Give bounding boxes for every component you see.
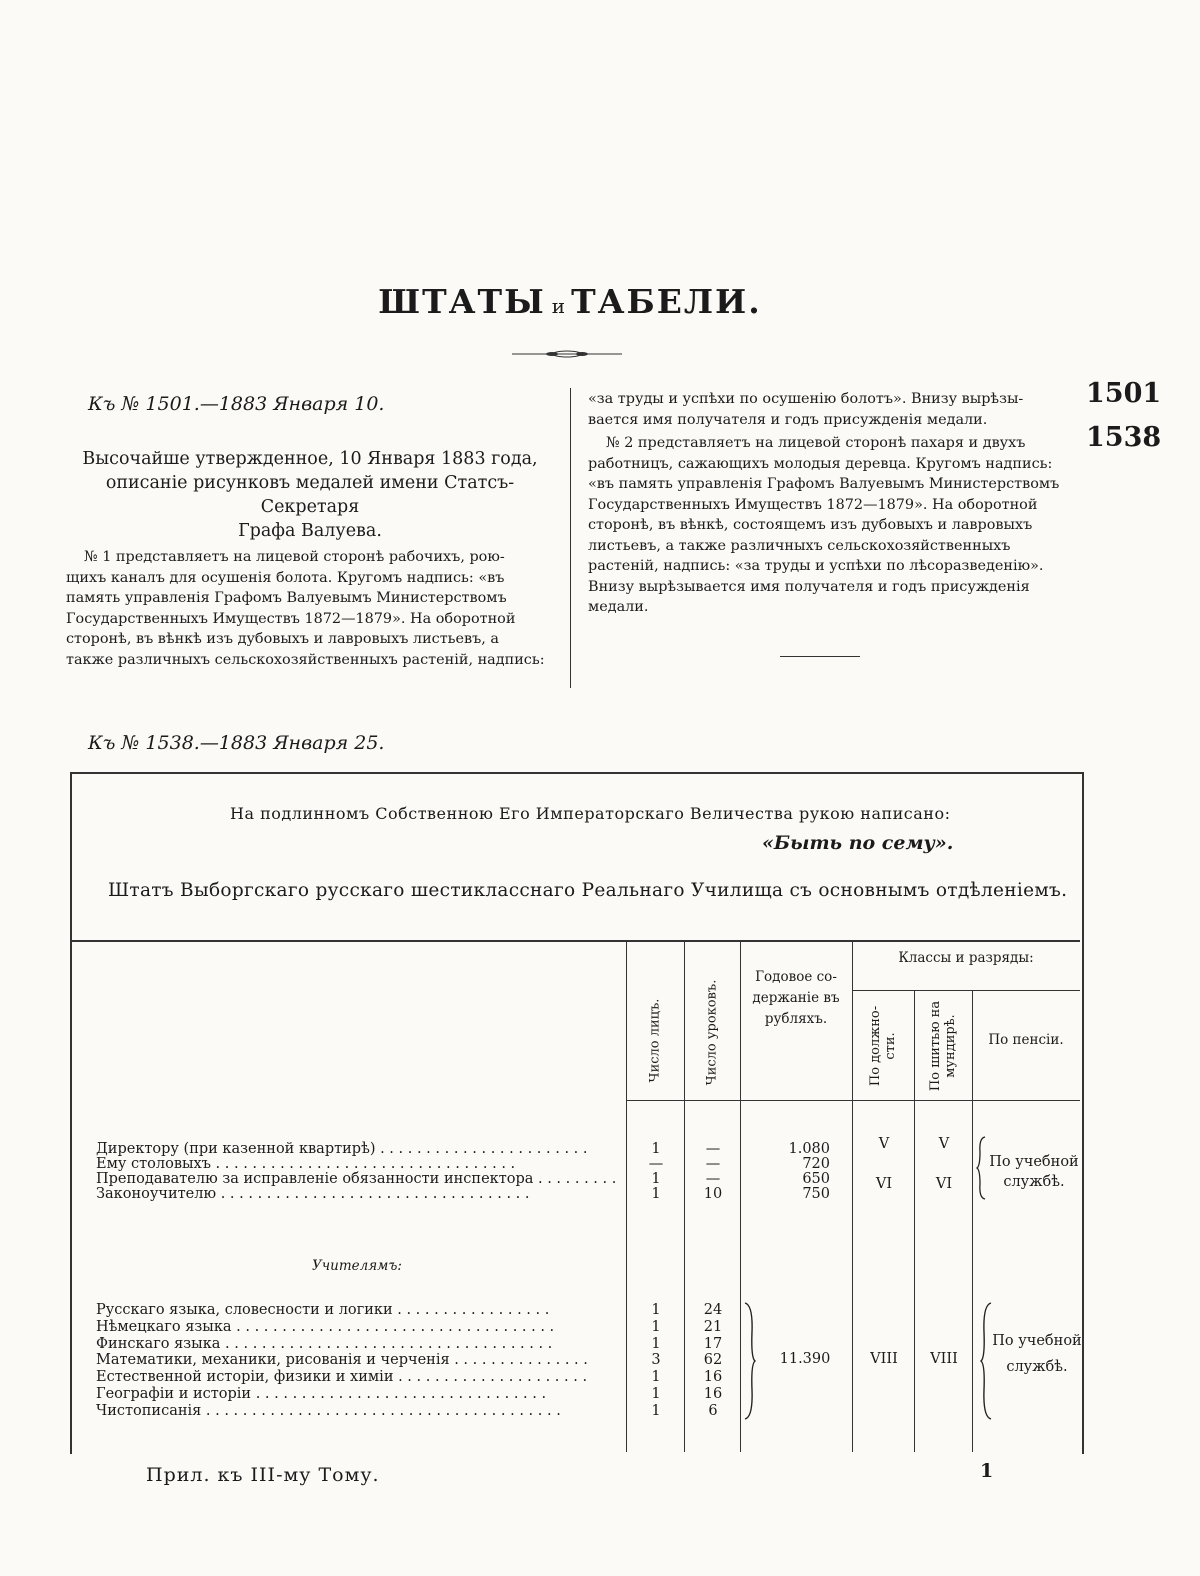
- imperial-resolution: «Быть по сему».: [762, 832, 954, 854]
- page-title: ШТАТЫ и ТАБЕЛИ.: [378, 282, 762, 321]
- col-rule: [684, 940, 685, 1452]
- group2-lessons: 24 21 17 62 16 16 6: [703, 1302, 723, 1419]
- table-row-label: Естественной исторіи, физики и химіи . . . . . . . . . . . . . . . . . . . . .: [96, 1369, 588, 1386]
- table-row-label: Преподавателю за исправленіе обязанности инспектора . . . . . . . . .: [96, 1171, 617, 1187]
- table-row-label: Законоучителю . . . . . . . . . . . . . . . . . . . . . . . . . . . . . . . . . .: [96, 1186, 530, 1202]
- table-row-label: Ему столовыхъ . . . . . . . . . . . . . . . . . . . . . . . . . . . . . . . . .: [96, 1156, 516, 1172]
- header-lessons: Число уроковъ.: [704, 979, 720, 1086]
- group2-uniform: VIII: [930, 1351, 958, 1367]
- margin-number: 1538: [1086, 422, 1162, 453]
- group1-uniform: V VI: [935, 1136, 953, 1192]
- header-classes: Классы и разряды:: [898, 950, 1034, 966]
- table-row-label: Нѣмецкаго языка . . . . . . . . . . . . . . . . . . . . . . . . . . . . . . . . . . .: [96, 1318, 555, 1335]
- medal-1-description-cont: «за труды и успѣхи по осушенію болотъ». Внизу вырѣзы- вается имя получателя и годъ присужденія медали.: [588, 391, 1024, 428]
- margin-number: 1501: [1086, 378, 1162, 409]
- group1-salary: 1.080 720 650 750: [788, 1141, 830, 1202]
- decree-reference: Къ № 1538.—1883 Января 25.: [88, 732, 385, 754]
- table-row-label: Географіи и исторіи . . . . . . . . . . . . . . . . . . . . . . . . . . . . . . . .: [96, 1385, 547, 1402]
- group1-lessons: — — — 10: [703, 1141, 723, 1202]
- group2-labels: [96, 1302, 616, 1420]
- footer-volume: Прил. къ III-му Тому.: [146, 1464, 380, 1486]
- col-rule: [626, 940, 627, 1452]
- staff-title: Штатъ Выборгскаго русскаго шестикласснаго Реальнаго Училища съ основнымъ отдѣленіемъ.: [108, 880, 1068, 901]
- decree-heading: Высочайше утвержденное, 10 Января 1883 года, описаніе рисунковъ медалей имени Статсъ-Секретаря Графа Валуева.: [82, 449, 538, 541]
- header-bottom-rule: [626, 1100, 1080, 1101]
- table-row-label: Русскаго языка, словесности и логики . . . . . . . . . . . . . . . . .: [96, 1302, 550, 1318]
- table-row-label: Математики, механики, рисованія и черченія . . . . . . . . . . . . . . .: [96, 1352, 588, 1369]
- teachers-heading: Учителямъ:: [312, 1258, 402, 1274]
- section-divider: [780, 656, 860, 657]
- col-rule: [852, 940, 853, 1452]
- group2-position: VIII: [870, 1351, 898, 1367]
- medal-1-description: № 1 представляетъ на лицевой сторонѣ рабочихъ, рою- щихъ каналъ для осушенія болота. Кругомъ надпись: «въ память управленія Графомъ Валуевымъ Министерствомъ Государственныхъ Имуществъ 1872—1879». На оборотной сторонѣ, въ вѣнкѣ изъ дубовыхъ и лавровыхъ листьевъ, а также различныхъ сельскохозяйственныхъ растеній, надпись:: [66, 549, 545, 668]
- group1-pension: По учебной службѣ.: [989, 1154, 1079, 1190]
- group2-persons: 1 1 1 3 1 1 1: [651, 1302, 661, 1419]
- group2-pension: По учебной службѣ.: [992, 1333, 1082, 1375]
- header-salary: Годовое со- держаніе въ рубляхъ.: [752, 969, 840, 1027]
- page-number: 1: [980, 1460, 995, 1482]
- imperial-inscription: На подлинномъ Собственною Его Императорскаго Величества рукою написано:: [230, 804, 951, 823]
- table-row-label: Директору (при казенной квартирѣ) . . . . . . . . . . . . . . . . . . . . . . .: [96, 1141, 588, 1157]
- col-rule: [740, 940, 741, 1452]
- ornament-divider: [512, 350, 622, 358]
- header-persons: Число лицъ.: [647, 998, 663, 1083]
- column-divider: [570, 388, 571, 688]
- brace-icon: [976, 1136, 986, 1200]
- col-rule: [972, 990, 973, 1452]
- header-by-pension: По пенсіи.: [988, 1032, 1064, 1048]
- table-row-label: Финскаго языка . . . . . . . . . . . . . . . . . . . . . . . . . . . . . . . . . . . .: [96, 1335, 553, 1352]
- group1-labels: [96, 1142, 616, 1202]
- header-by-position: По должно- сти.: [868, 1005, 898, 1087]
- group2-salary: 11.390: [779, 1351, 831, 1367]
- table-row-label: Чистописанія . . . . . . . . . . . . . . . . . . . . . . . . . . . . . . . . . . . . . . .: [96, 1402, 561, 1419]
- table-top-rule: [72, 940, 1080, 942]
- decree-reference: Къ № 1501.—1883 Января 10.: [88, 393, 385, 415]
- group1-persons: 1 — 1 1: [648, 1141, 664, 1202]
- col-rule: [914, 990, 915, 1452]
- header-by-uniform: По шитью на мундирѣ.: [928, 1000, 958, 1092]
- brace-icon: [744, 1302, 756, 1420]
- medal-2-description: № 2 представляетъ на лицевой сторонѣ пахаря и двухъ работницъ, сажающихъ молодыя деревца. Кругомъ надпись: «въ память управленія Графомъ Валуевымъ Министерствомъ Государственныхъ Имуществъ 1872—1879». На оборотной сторонѣ, въ вѣнкѣ, состоящемъ изъ дубовыхъ и лавровыхъ листьевъ, а также различныхъ сельскохозяйственныхъ растеній, надпись: «за труды и успѣхи по лѣсоразведенію». Внизу вырѣзывается имя получателя и годъ присужденія медали.: [588, 435, 1060, 615]
- group1-position: V VI: [875, 1136, 893, 1192]
